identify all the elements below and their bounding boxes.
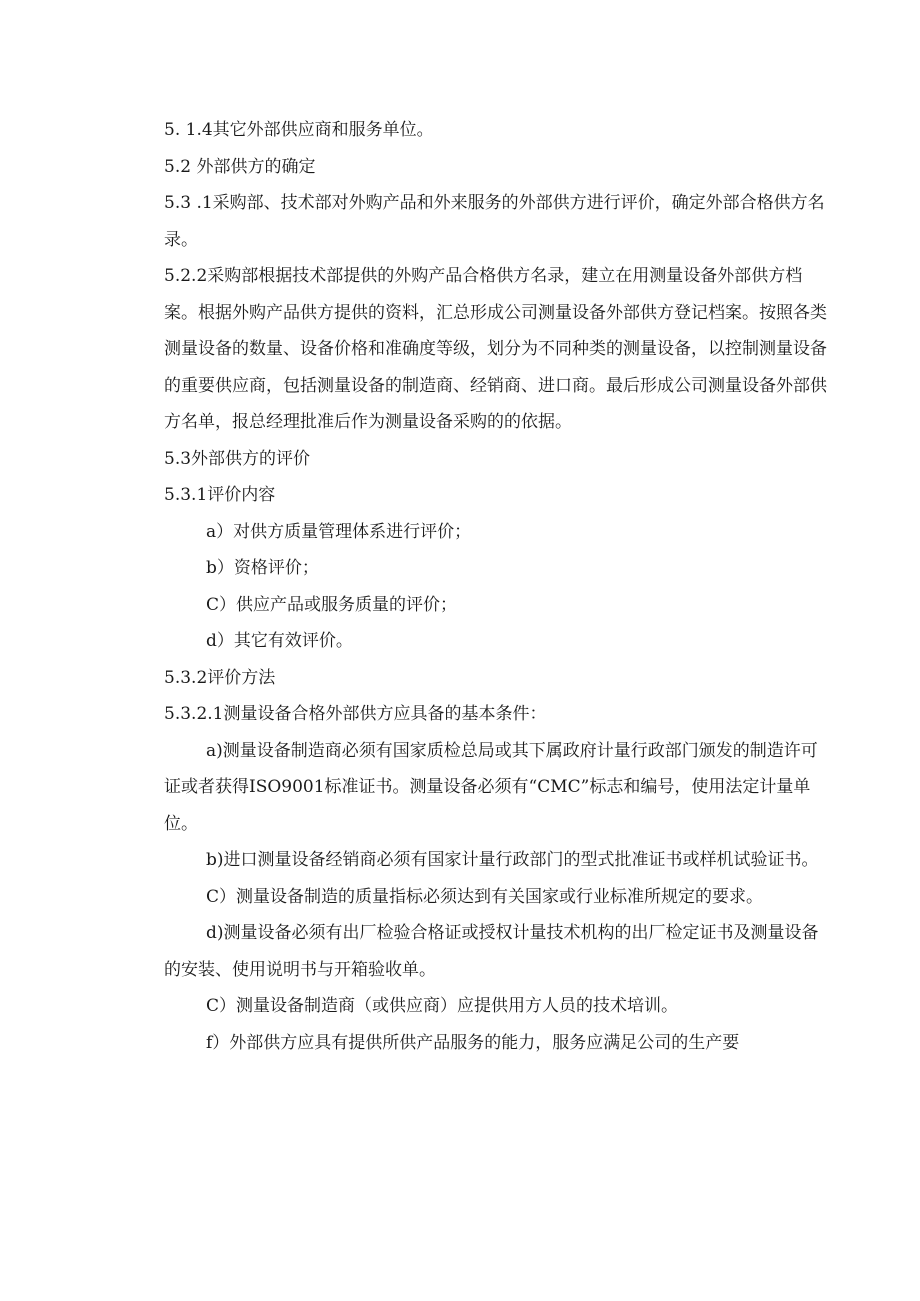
list-item-c: C）供应产品或服务质量的评价； [206, 594, 458, 615]
condition-c: C）测量设备制造的质量指标必须达到有关国家或行业标准所规定的要求。 [206, 886, 764, 907]
condition-b: b)进口测量设备经销商必须有国家计量行政部门的型式批准证书或样机试验证书。 [206, 850, 819, 870]
condition-d: d)测量设备必须有出厂检验合格证或授权计量技术机构的出厂检定证书及测量设备的安装、使用说明书与开箱验收单。 [164, 923, 819, 980]
paragraph-5-1-4: 5. 1.4其它外部供应商和服务单位。 [164, 120, 434, 140]
condition-e: C）测量设备制造商（或供应商）应提供用方人员的技术培训。 [206, 996, 679, 1016]
condition-a: a)测量设备制造商必须有国家质检总局或其下属政府计量行政部门颁发的制造许可证或者获得ISO9001标准证书。测量设备必须有“CMC”标志和编号，使用法定计量单位。 [164, 740, 818, 834]
heading-5-3: 5.3外部供方的评价 [164, 448, 311, 469]
list-item-d: d）其它有效评价。 [206, 631, 353, 651]
condition-f: f）外部供方应具有提供所供产品服务的能力，服务应满足公司的生产要 [206, 1032, 740, 1053]
heading-5-3-1: 5.3.1评价内容 [164, 485, 276, 505]
heading-5-2: 5.2 外部供方的确定 [164, 156, 316, 177]
paragraph-5-2-2: 5.2.2采购部根据技术部提供的外购产品合格供方名录，建立在用测量设备外部供方档案。根据外购产品供方提供的资料，汇总形成公司测量设备外部供方登记档案。按照各类测量设备的数量、设备价格和准确度等级，划分为不同种类的测量设备，以控制测量设备的重要供应商，包括测量设备的制造商、经销商、进口商。最后形成公司测量设备外部供方名单，报总经理批准后作为测量设备采购的的依据。 [164, 266, 827, 432]
list-item-a: a）对供方质量管理体系进行评价； [206, 521, 472, 542]
list-item-b: b）资格评价； [206, 558, 319, 578]
heading-5-3-2: 5.3.2评价方法 [164, 667, 276, 688]
paragraph-5-3-1: 5.3 .1采购部、技术部对外购产品和外来服务的外部供方进行评价，确定外部合格供方名录。 [164, 193, 825, 250]
document-body [164, 112, 834, 1061]
heading-5-3-2-1: 5.3.2.1测量设备合格外部供方应具备的基本条件： [164, 704, 547, 724]
